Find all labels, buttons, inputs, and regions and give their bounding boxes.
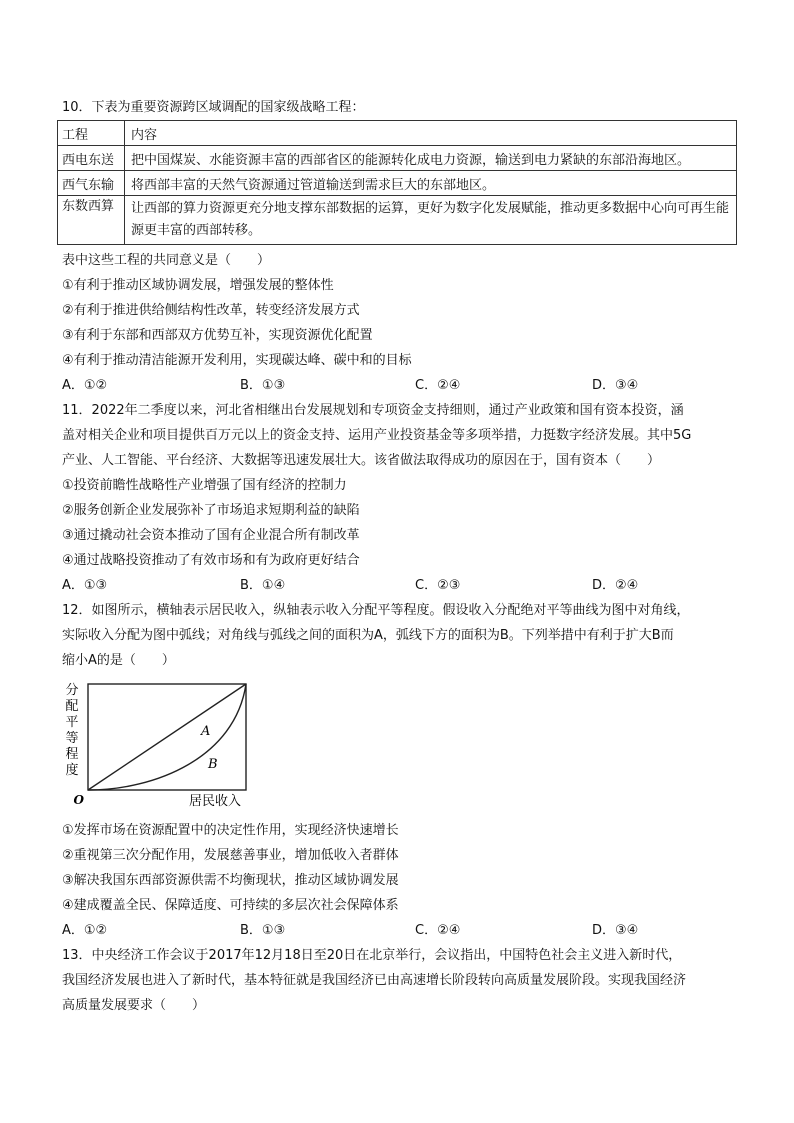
q11-item-4: ④通过战略投资推动了有效市场和有为政府更好结合 [62, 553, 360, 568]
q12-line-1: 12．如图所示，横轴表示居民收入，纵轴表示收入分配平等程度。假设收入分配绝对平等曲线为图中对角线， [62, 603, 690, 618]
q11-item-3: ③通过撬动社会资本推动了国有企业混合所有制改革 [62, 528, 360, 543]
q11-option-b[interactable]: B．①④ [240, 578, 286, 593]
q12-item-3: ③解决我国东西部资源供需不均衡现状，推动区域协调发展 [62, 873, 399, 888]
q12-option-a[interactable]: A．①② [62, 923, 108, 938]
q10-option-d[interactable]: D．③④ [592, 378, 639, 393]
q10-question: 表中这些工程的共同意义是（ ） [62, 253, 271, 268]
q11-line-2: 盖对相关企业和项目提供百万元以上的资金支持、运用产业投资基金等多项举措，力挺数字经济发展。其中5G [62, 428, 692, 443]
q11-line-3: 产业、人工智能、平台经济、大数据等迅速发展壮大。该省做法取得成功的原因在于，国有资本（ ） [62, 453, 661, 468]
table-header-row [58, 121, 737, 146]
q11-item-1: ①投资前瞻性战略性产业增强了国有经济的控制力 [62, 478, 347, 493]
table-cell: 将西部丰富的天然气资源通过管道输送到需求巨大的东部地区。 [125, 171, 737, 196]
q10-item-2: ②有利于推进供给侧结构性改革，转变经济发展方式 [62, 303, 360, 318]
y-label-char: 度 [65, 763, 79, 778]
q12-figure [60, 678, 260, 812]
area-a-label: A [201, 724, 211, 739]
q10-item-3: ③有利于东部和西部双方优势互补，实现资源优化配置 [62, 328, 373, 343]
q10-option-c[interactable]: C．②④ [415, 378, 461, 393]
q12-option-d[interactable]: D．③④ [592, 923, 639, 938]
table-row [58, 196, 737, 245]
y-label-char: 等 [65, 731, 79, 746]
q11-option-a[interactable]: A．①③ [62, 578, 108, 593]
q13-line-3: 高质量发展要求（ ） [62, 998, 206, 1013]
q10-option-b[interactable]: B．①③ [240, 378, 286, 393]
table-header-cell: 工程 [58, 121, 125, 146]
q11-item-2: ②服务创新企业发展弥补了市场追求短期利益的缺陷 [62, 503, 360, 518]
q13-line-2: 我国经济发展也进入了新时代，基本特征就是我国经济已由高速增长阶段转向高质量发展阶段。实现我国经济 [62, 973, 687, 988]
table-cell: 西电东送 [58, 146, 125, 171]
q10-item-1: ①有利于推动区域协调发展，增强发展的整体性 [62, 278, 334, 293]
table-cell: 让西部的算力资源更充分地支撑东部数据的运算，更好为数字化发展赋能，推动更多数据中心向可再生能源更丰富的西部转移。 [125, 196, 737, 245]
q11-option-d[interactable]: D．②④ [592, 578, 639, 593]
q11-line-1: 11．2022年二季度以来，河北省相继出台发展规划和专项资金支持细则，通过产业政策和国有资本投资，涵 [62, 403, 684, 418]
q11-option-c[interactable]: C．②③ [415, 578, 461, 593]
q12-item-2: ②重视第三次分配作用，发展慈善事业，增加低收入者群体 [62, 848, 399, 863]
area-b-label: B [208, 757, 218, 772]
q12-item-4: ④建成覆盖全民、保障适度、可持续的多层次社会保障体系 [62, 898, 399, 913]
q10-option-a[interactable]: A．①② [62, 378, 108, 393]
q10-table [57, 120, 737, 245]
table-row [58, 171, 737, 196]
q12-line-2: 实际收入分配为图中弧线；对角线与弧线之间的面积为A，弧线下方的面积为B。下列举措中有利于扩大B而 [62, 628, 674, 643]
q10-item-4: ④有利于推动清洁能源开发利用，实现碳达峰、碳中和的目标 [62, 353, 412, 368]
table-cell: 把中国煤炭、水能资源丰富的西部省区的能源转化成电力资源，输送到电力紧缺的东部沿海地区。 [125, 146, 737, 171]
q12-option-c[interactable]: C．②④ [415, 923, 461, 938]
table-cell: 东数西算 [58, 196, 125, 245]
origin-label: O [73, 793, 84, 807]
y-label-char: 平 [65, 715, 79, 730]
q10-stem: 10．下表为重要资源跨区域调配的国家级战略工程： [62, 100, 365, 115]
table-cell: 西气东输 [58, 171, 125, 196]
x-axis-label: 居民收入 [188, 794, 242, 809]
q12-line-3: 缩小A的是（ ） [62, 653, 175, 668]
q12-option-b[interactable]: B．①③ [240, 923, 286, 938]
q12-item-1: ①发挥市场在资源配置中的决定性作用，实现经济快速增长 [62, 823, 399, 838]
table-row [58, 146, 737, 171]
y-label-char: 配 [65, 699, 79, 714]
y-label-char: 分 [65, 683, 79, 698]
table-header-cell: 内容 [125, 121, 737, 146]
y-label-char: 程 [65, 747, 79, 762]
q13-line-1: 13．中央经济工作会议于2017年12月18日至20日在北京举行，会议指出，中国特色社会主义进入新时代， [62, 948, 682, 963]
